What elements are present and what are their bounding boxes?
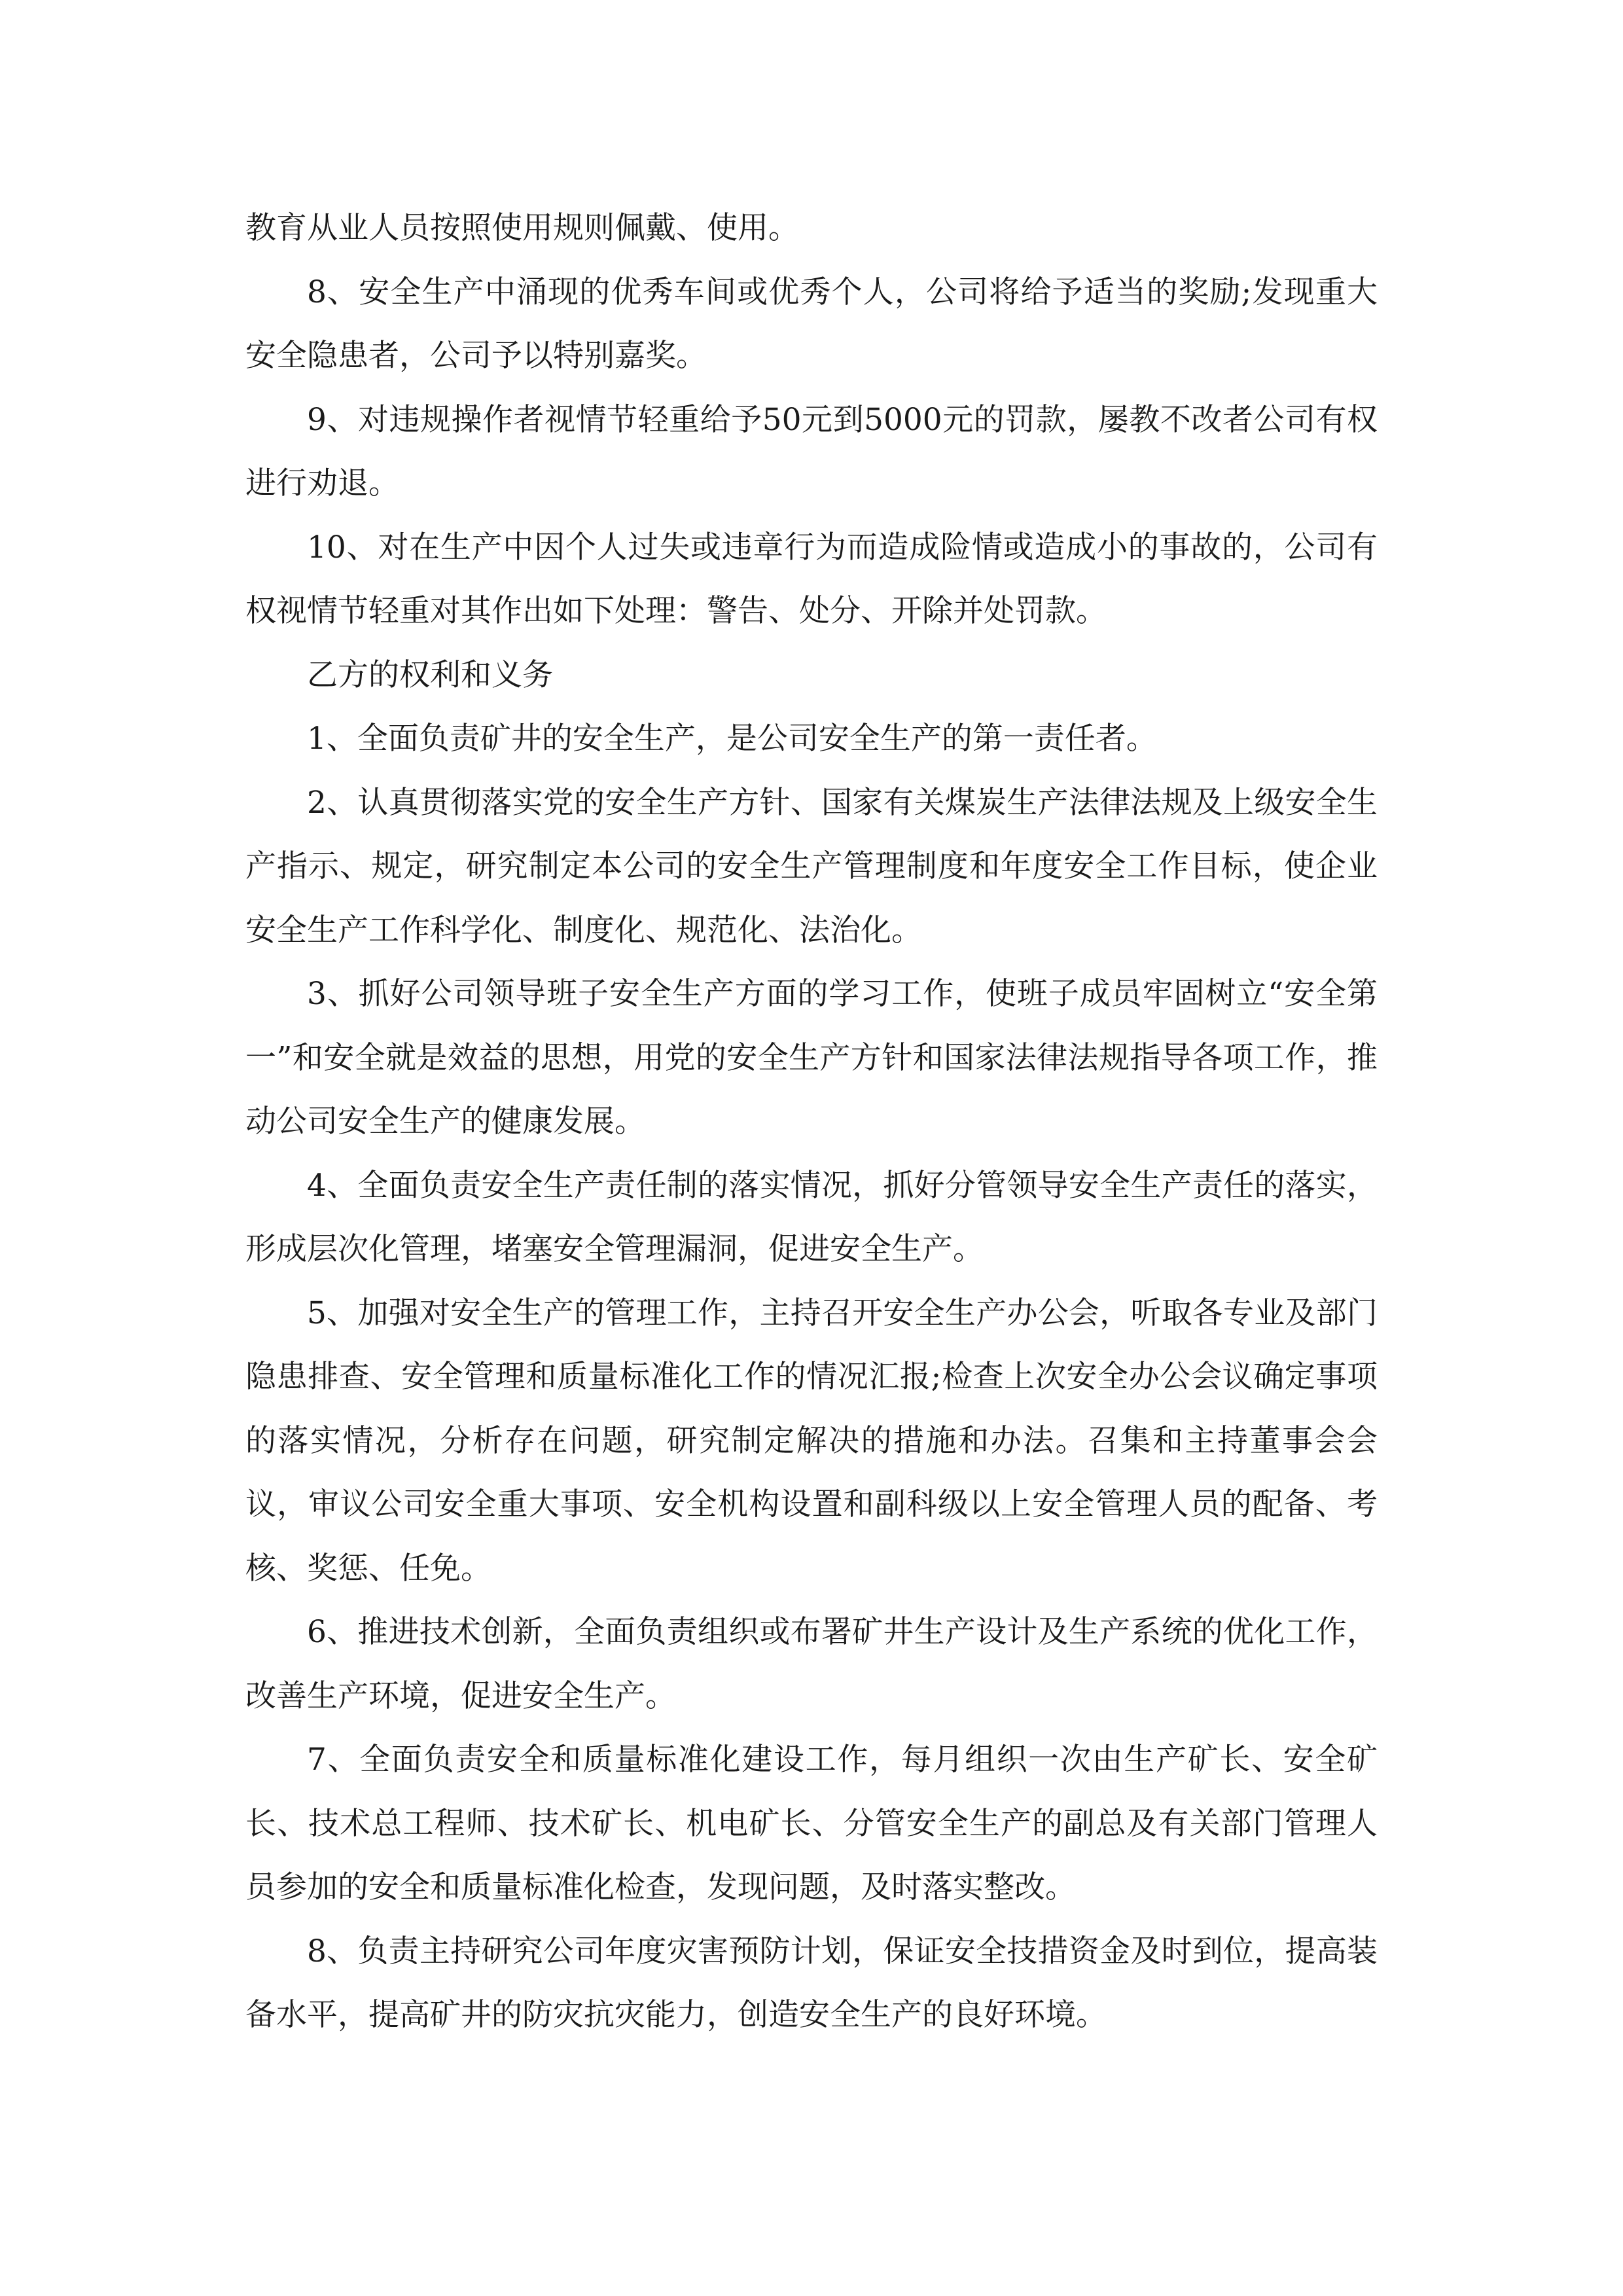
paragraph-duty-8: 8、负责主持研究公司年度灾害预防计划，保证安全技措资金及时到位，提高装备水平，提高矿井的防灾抗灾能力，创造安全生产的良好环境。 [245,1933,1378,2033]
document-body [245,196,1378,2047]
paragraph-duty-1: 1、全面负责矿井的安全生产，是公司安全生产的第一责任者。 [307,721,1157,757]
paragraph-item-8-reward: 8、安全生产中涌现的优秀车间或优秀个人，公司将给予适当的奖励;发现重大安全隐患者，公司予以特别嘉奖。 [245,274,1378,374]
paragraph-duty-5: 5、加强对安全生产的管理工作，主持召开安全生产办公会，听取各专业及部门隐患排查、安全管理和质量标准化工作的情况汇报;检查上次安全办公会议确定事项的落实情况，分析存在问题，研究制定解决的措施和办法。召集和主持董事会会议，审议公司安全重大事项、安全机构设置和副科级以上安全管理人员的配备、考核、奖惩、任免。 [245,1295,1378,1587]
paragraph-duty-2: 2、认真贯彻落实党的安全生产方针、国家有关煤炭生产法律法规及上级安全生产指示、规定，研究制定本公司的安全生产管理制度和年度安全工作目标，使企业安全生产工作科学化、制度化、规范化、法治化。 [245,784,1378,948]
paragraph-item-9-fine: 9、对违规操作者视情节轻重给予50元到5000元的罚款，屡教不改者公司有权进行劝退。 [245,401,1378,501]
paragraph-duty-7: 7、全面负责安全和质量标准化建设工作，每月组织一次由生产矿长、安全矿长、技术总工程师、技术矿长、机电矿长、分管安全生产的副总及有关部门管理人员参加的安全和质量标准化检查，发现问题，及时落实整改。 [245,1742,1378,1905]
paragraph-duty-4: 4、全面负责安全生产责任制的落实情况，抓好分管领导安全生产责任的落实，形成层次化管理，堵塞安全管理漏洞，促进安全生产。 [245,1167,1378,1267]
paragraph-item-10-penalty: 10、对在生产中因个人过失或违章行为而造成险情或造成小的事故的，公司有权视情节轻重对其作出如下处理：警告、处分、开除并处罚款。 [245,529,1378,629]
paragraph-duty-6: 6、推进技术创新，全面负责组织或布署矿井生产设计及生产系统的优化工作，改善生产环境，促进安全生产。 [245,1614,1378,1714]
section-heading-party-b: 乙方的权利和义务 [307,656,553,693]
paragraph-continuation: 教育从业人员按照使用规则佩戴、使用。 [245,210,799,246]
paragraph-duty-3: 3、抓好公司领导班子安全生产方面的学习工作，使班子成员牢固树立“安全第一”和安全就是效益的思想，用党的安全生产方针和国家法律法规指导各项工作，推动公司安全生产的健康发展。 [245,976,1378,1139]
